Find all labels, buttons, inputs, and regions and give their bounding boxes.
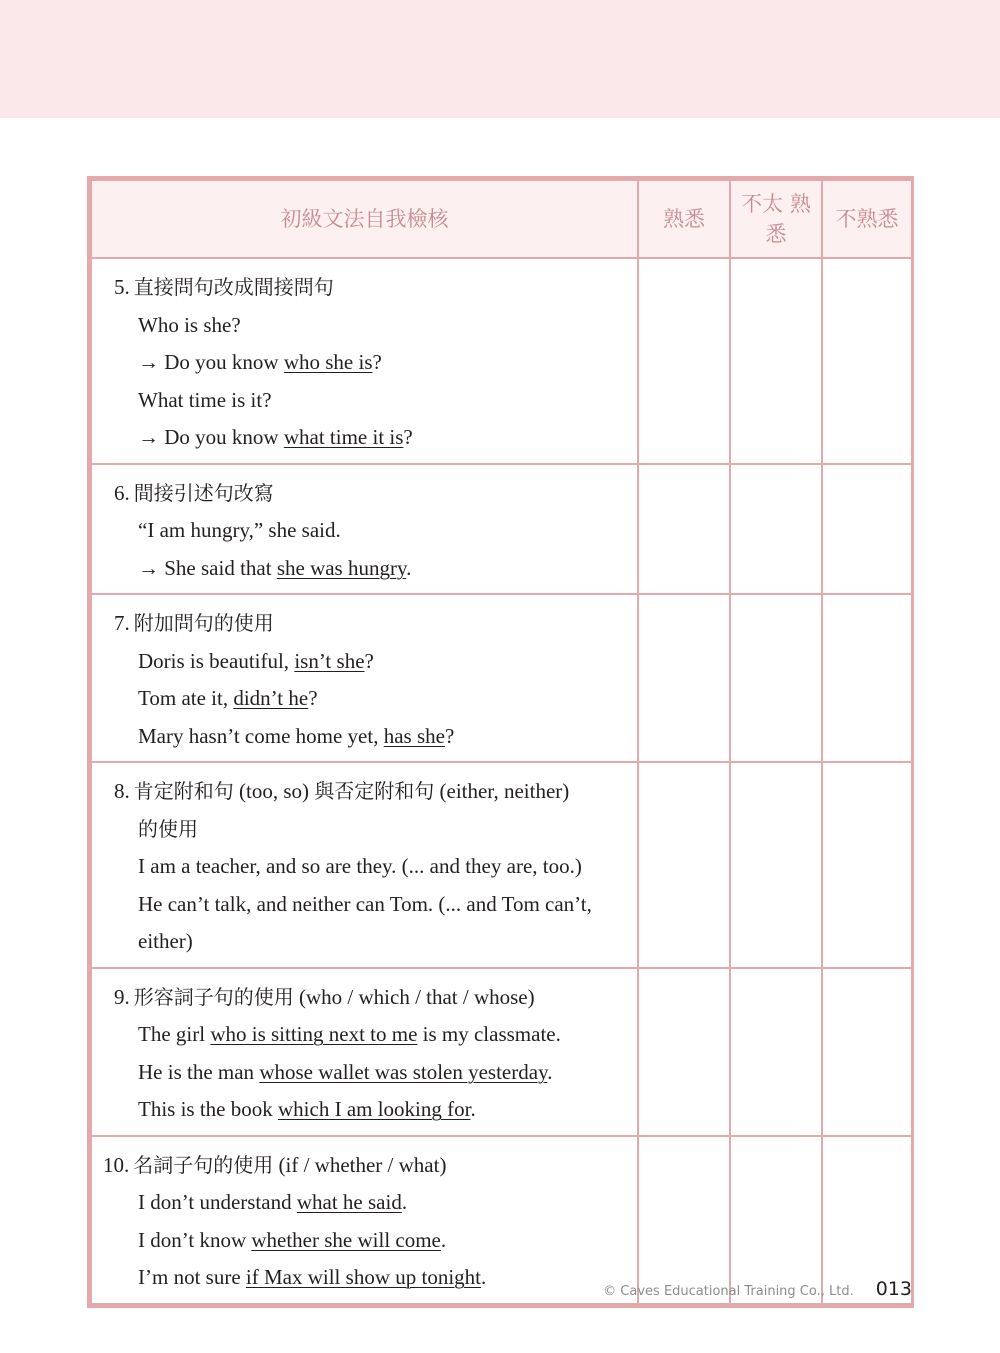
underlined-answer: she was hungry bbox=[276, 555, 407, 580]
example-line bbox=[92, 1091, 631, 1129]
copyright-text: © Caves Educational Training Co., Ltd. bbox=[603, 1284, 854, 1299]
item-title-en: (if / whether / what) bbox=[273, 1152, 447, 1177]
example-line bbox=[92, 1184, 631, 1222]
example-line: What time is it? bbox=[138, 387, 272, 412]
underlined-answer: isn’t she bbox=[294, 648, 365, 673]
example-text: ? bbox=[308, 686, 318, 710]
item-cell-7 bbox=[91, 594, 638, 762]
example-text: . bbox=[406, 555, 412, 580]
example-line: either) bbox=[138, 929, 193, 953]
example-line bbox=[92, 1222, 631, 1260]
item-heading bbox=[92, 773, 631, 811]
item-number: 5. bbox=[114, 275, 130, 299]
example-text: I don’t understand bbox=[138, 1190, 297, 1214]
item-number: 10. bbox=[103, 1152, 130, 1177]
check-unfamiliar-9[interactable] bbox=[822, 968, 912, 1136]
example-text: I’m not sure bbox=[138, 1265, 246, 1289]
underlined-answer: who she is bbox=[283, 350, 373, 374]
example-line bbox=[92, 680, 631, 718]
example-line bbox=[92, 1054, 631, 1092]
example-text: . bbox=[470, 1097, 476, 1121]
example-line bbox=[92, 419, 631, 457]
check-less-familiar-5[interactable] bbox=[730, 258, 822, 464]
example-line bbox=[92, 344, 631, 382]
item-title: 形容詞子句的使用 bbox=[133, 984, 294, 1009]
underlined-answer: has she bbox=[383, 723, 445, 748]
underlined-answer: if Max will show up tonight bbox=[245, 1265, 481, 1289]
item-title-en: (too, so) bbox=[233, 779, 315, 803]
example-line bbox=[92, 718, 631, 756]
check-unfamiliar-7[interactable] bbox=[822, 594, 912, 762]
item-heading bbox=[92, 979, 631, 1017]
table-row bbox=[91, 258, 912, 464]
check-less-familiar-9[interactable] bbox=[730, 968, 822, 1136]
underlined-answer: which I am looking for bbox=[278, 1097, 471, 1121]
underlined-answer: what he said bbox=[296, 1190, 402, 1214]
example-line bbox=[92, 550, 631, 588]
example-text: I don’t know bbox=[138, 1227, 252, 1252]
item-title: 直接問句改成間接問句 bbox=[133, 275, 334, 299]
underlined-answer: what time it is bbox=[283, 425, 404, 449]
header-unfamiliar: 不熟悉 bbox=[822, 180, 912, 258]
example-text: ? bbox=[403, 425, 413, 449]
check-familiar-7[interactable] bbox=[638, 594, 730, 762]
example-text: He is the man bbox=[138, 1059, 260, 1084]
check-familiar-8[interactable] bbox=[638, 762, 730, 968]
item-title: 肯定附和句 bbox=[133, 779, 234, 803]
item-title: 附加問句的使用 bbox=[133, 611, 274, 635]
item-heading bbox=[92, 475, 631, 513]
underlined-answer: didn’t he bbox=[233, 686, 309, 710]
item-title: 與否定附和句 bbox=[314, 779, 435, 803]
item-number: 8. bbox=[114, 779, 130, 803]
table-row bbox=[91, 762, 912, 968]
example-text: ? bbox=[372, 350, 382, 374]
item-number: 6. bbox=[114, 480, 130, 505]
item-title-en: (either, neither) bbox=[434, 779, 570, 803]
header-less-familiar-line1: 不太 bbox=[741, 192, 784, 216]
example-text: Tom ate it, bbox=[138, 686, 234, 710]
item-number: 9. bbox=[114, 984, 130, 1009]
header-less-familiar-line2: 熟悉 bbox=[765, 192, 811, 246]
item-cell-6 bbox=[91, 464, 638, 595]
item-cell-9 bbox=[91, 968, 638, 1136]
table-row bbox=[91, 464, 912, 595]
example-text: → She said that bbox=[138, 555, 277, 580]
example-line bbox=[92, 1259, 631, 1297]
item-number: 7. bbox=[114, 611, 130, 635]
example-text: . bbox=[547, 1059, 553, 1084]
item-title-en: (who / which / that / whose) bbox=[293, 984, 535, 1009]
example-line: He can’t talk, and neither can Tom. (... and Tom can’t, bbox=[138, 891, 592, 916]
header-title: 初級文法自我檢核 bbox=[91, 180, 638, 258]
item-title: 間接引述句改寫 bbox=[133, 480, 274, 505]
example-line: I am a teacher, and so are they. (... and they are, too.) bbox=[138, 854, 582, 878]
header-row bbox=[91, 180, 912, 258]
example-text: → Do you know bbox=[138, 350, 284, 374]
header-less-familiar bbox=[730, 180, 822, 258]
check-unfamiliar-6[interactable] bbox=[822, 464, 912, 595]
check-familiar-5[interactable] bbox=[638, 258, 730, 464]
item-cell-8 bbox=[91, 762, 638, 968]
example-text: → Do you know bbox=[138, 425, 284, 449]
example-text: The girl bbox=[138, 1022, 211, 1046]
page-footer bbox=[603, 1278, 912, 1304]
item-title: 的使用 bbox=[138, 816, 198, 841]
item-heading bbox=[92, 1147, 631, 1185]
example-text: ? bbox=[444, 723, 455, 748]
example-text: Mary hasn’t come home yet, bbox=[138, 723, 384, 748]
item-cell-10 bbox=[91, 1136, 638, 1304]
check-less-familiar-6[interactable] bbox=[730, 464, 822, 595]
table-row bbox=[91, 968, 912, 1136]
example-text: . bbox=[440, 1227, 447, 1252]
example-text: Doris is beautiful, bbox=[138, 648, 295, 673]
item-cell-5 bbox=[91, 258, 638, 464]
example-text: . bbox=[481, 1265, 487, 1289]
example-line bbox=[92, 1016, 631, 1054]
example-text: ? bbox=[364, 648, 374, 673]
grammar-checklist-table bbox=[87, 176, 914, 1308]
check-less-familiar-8[interactable] bbox=[730, 762, 822, 968]
check-unfamiliar-5[interactable] bbox=[822, 258, 912, 464]
check-familiar-6[interactable] bbox=[638, 464, 730, 595]
page-number: 013 bbox=[875, 1278, 912, 1300]
underlined-answer: whose wallet was stolen yesterday bbox=[259, 1059, 548, 1084]
example-text: This is the book bbox=[138, 1097, 278, 1121]
top-band bbox=[0, 0, 1000, 118]
example-text: is my classmate. bbox=[417, 1022, 561, 1046]
item-heading bbox=[92, 269, 631, 307]
table-row bbox=[91, 594, 912, 762]
example-line: “I am hungry,” she said. bbox=[138, 518, 341, 542]
example-line bbox=[92, 643, 631, 681]
underlined-answer: who is sitting next to me bbox=[210, 1022, 418, 1046]
item-heading-cont bbox=[92, 811, 631, 849]
example-text: . bbox=[401, 1190, 408, 1214]
check-less-familiar-7[interactable] bbox=[730, 594, 822, 762]
check-familiar-9[interactable] bbox=[638, 968, 730, 1136]
item-title: 名詞子句的使用 bbox=[133, 1152, 274, 1177]
check-unfamiliar-8[interactable] bbox=[822, 762, 912, 968]
item-heading bbox=[92, 605, 631, 643]
underlined-answer: whether she will come bbox=[251, 1227, 441, 1252]
example-line: Who is she? bbox=[138, 312, 241, 337]
header-familiar: 熟悉 bbox=[638, 180, 730, 258]
